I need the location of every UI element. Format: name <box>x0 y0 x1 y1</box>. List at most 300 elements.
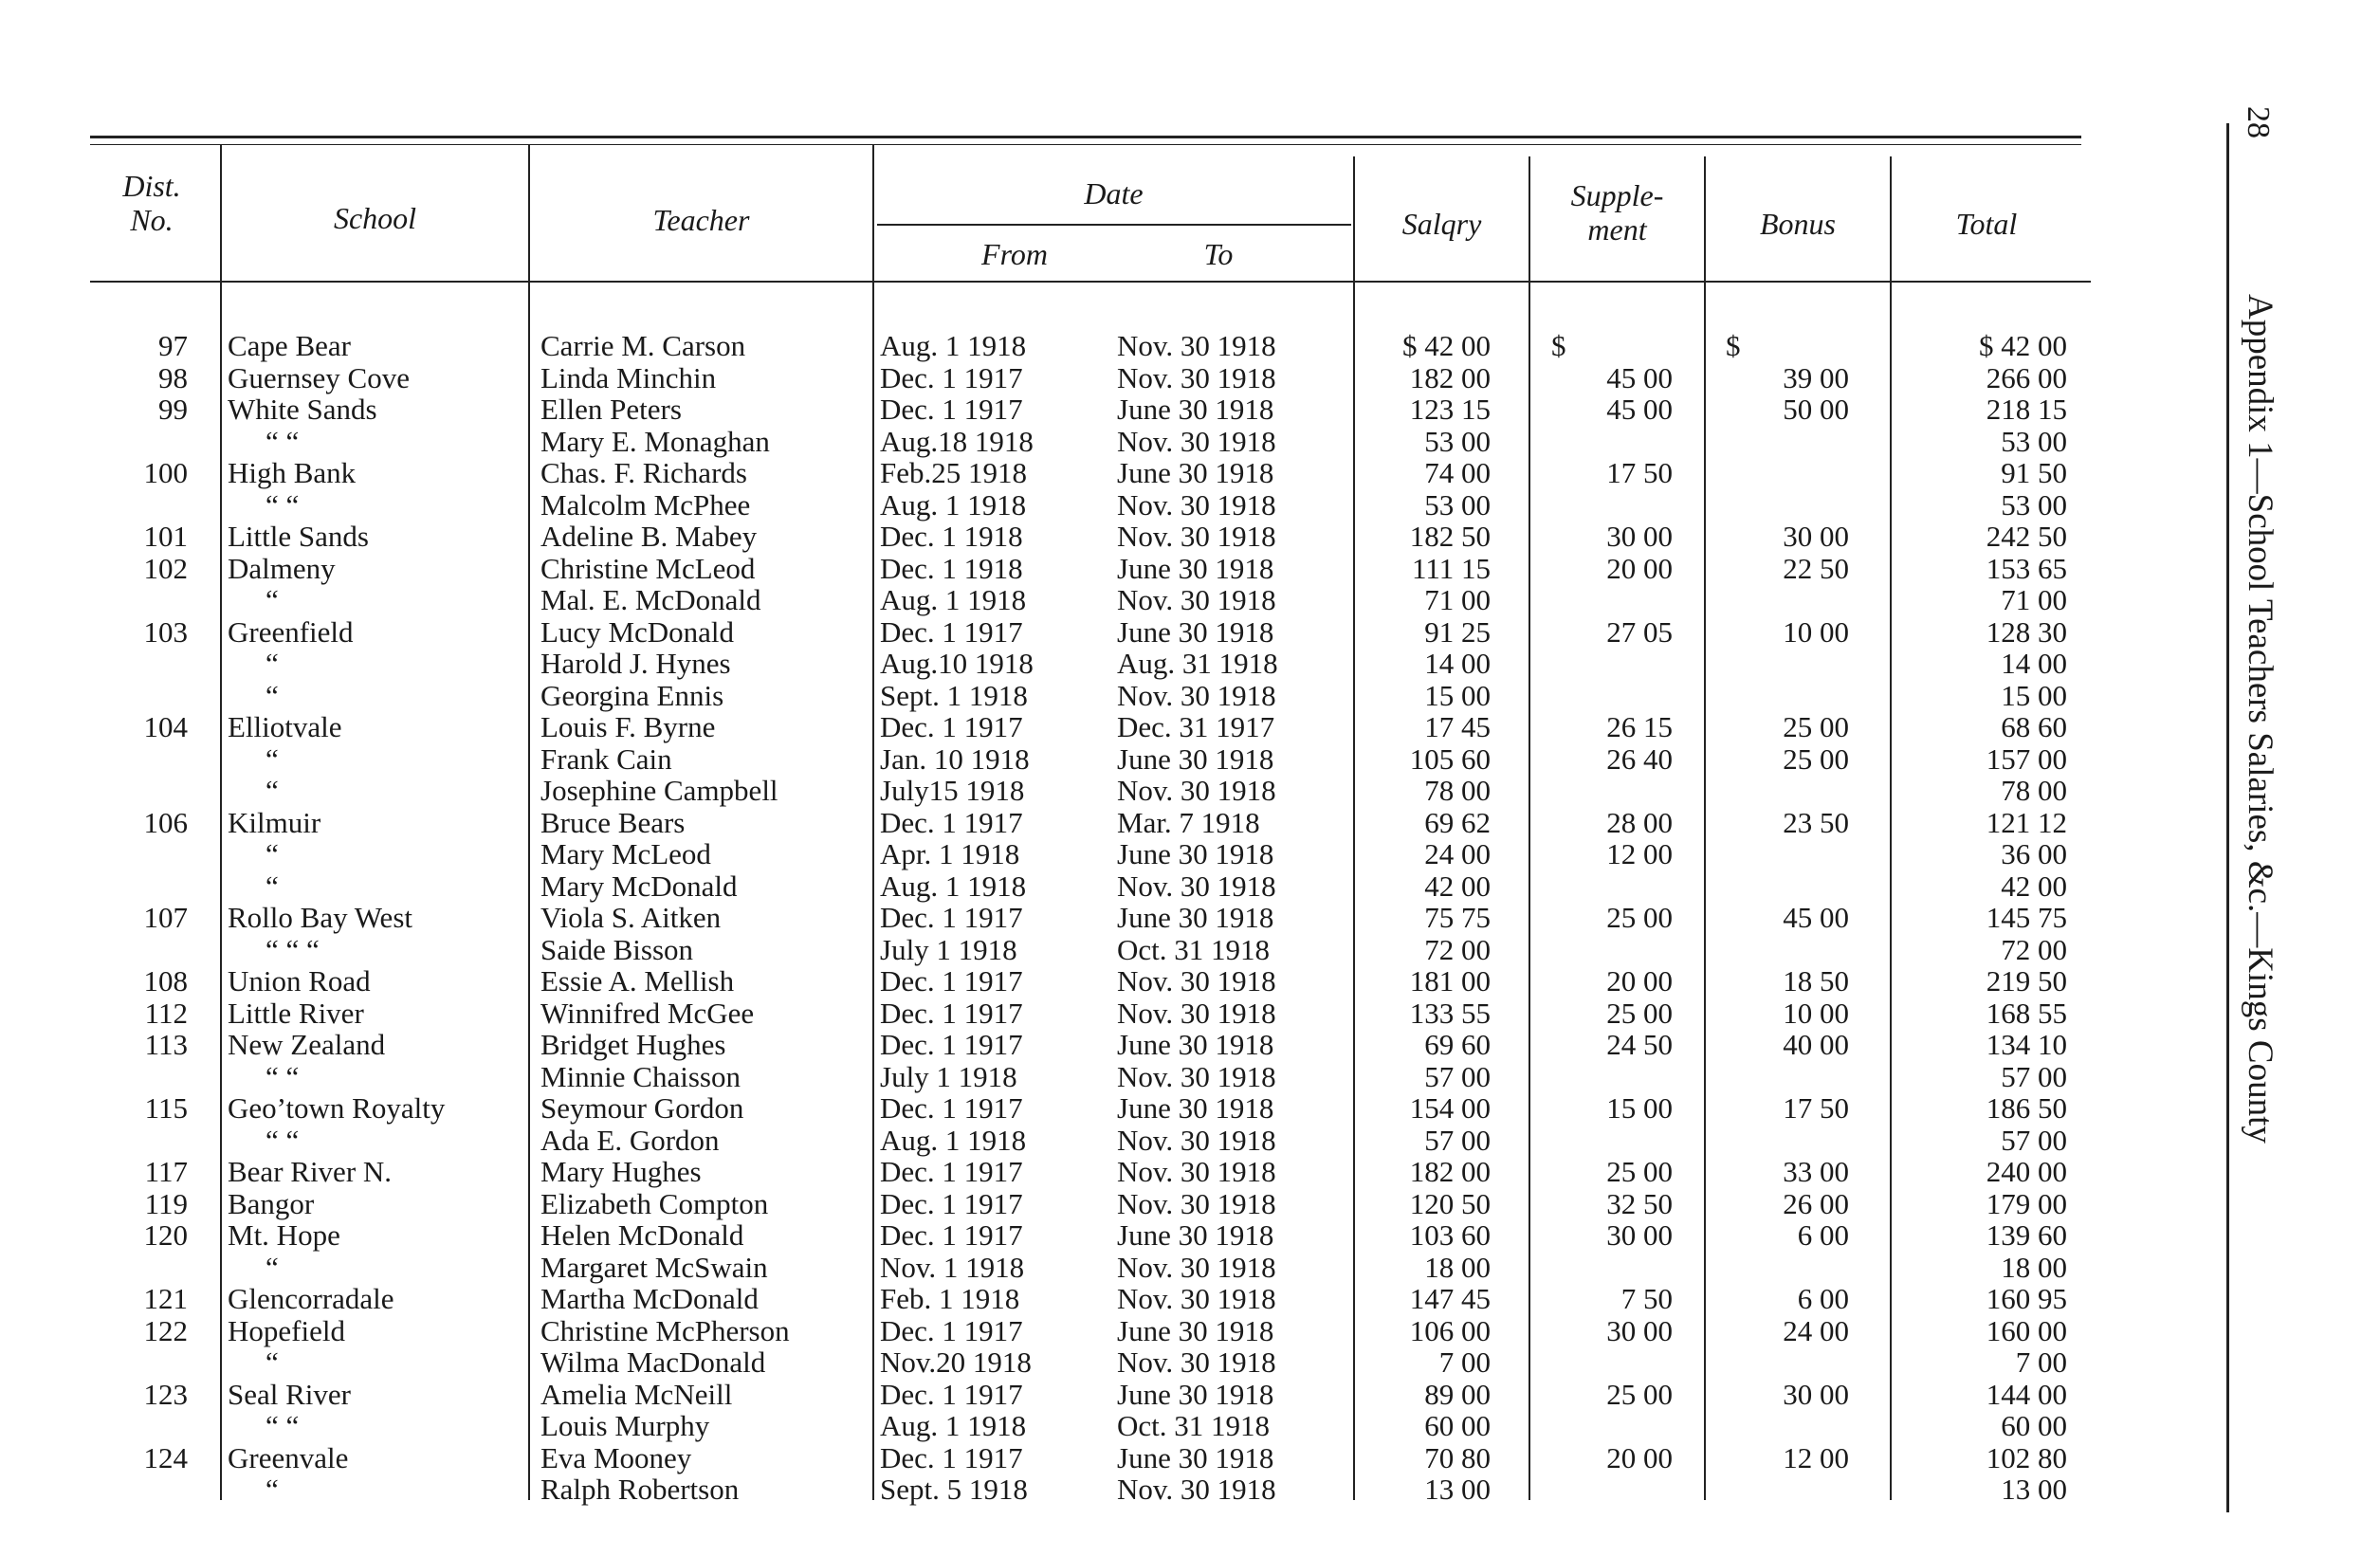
cell-total: 53 00 <box>2001 424 2067 458</box>
cell-to: Nov. 30 1918 <box>1117 1345 1276 1379</box>
cell-supplement: 30 00 <box>1606 1313 1673 1347</box>
cell-to: Nov. 30 1918 <box>1117 329 1276 362</box>
cell-total: 68 60 <box>2001 710 2067 743</box>
cell-from: Aug. 1 1918 <box>880 487 1027 522</box>
cell-salary: 53 00 <box>1424 424 1491 458</box>
cell-school: Geo’town Royalty <box>228 1091 446 1125</box>
cell-salary: 103 60 <box>1409 1218 1491 1252</box>
cell-supplement: 32 50 <box>1606 1186 1673 1220</box>
cell-dist: 97 <box>158 329 188 362</box>
cell-school: Bangor <box>228 1186 315 1220</box>
cell-bonus: 30 00 <box>1783 1377 1849 1411</box>
cell-from: Nov.20 1918 <box>880 1345 1032 1379</box>
cell-bonus: 17 50 <box>1783 1091 1849 1125</box>
cell-total: 128 30 <box>1986 614 2067 649</box>
cell-salary: 154 00 <box>1409 1091 1491 1125</box>
cell-dist: 117 <box>144 1155 188 1188</box>
header-dist-no: Dist. No. <box>122 169 181 237</box>
cell-total: 139 60 <box>1986 1218 2067 1252</box>
cell-to: June 30 1918 <box>1117 1218 1274 1252</box>
cell-supplement: 26 15 <box>1606 710 1673 743</box>
date-subheader-rule <box>877 224 1351 226</box>
cell-from: Dec. 1 1917 <box>880 1440 1023 1474</box>
cell-teacher: Adeline B. Mabey <box>540 520 758 553</box>
col-divider-7 <box>1890 156 1892 1500</box>
cell-supplement: 26 40 <box>1606 741 1673 776</box>
cell-total: 13 00 <box>2001 1473 2067 1506</box>
cell-school: “ <box>265 1345 279 1379</box>
cell-from: July15 1918 <box>880 774 1025 807</box>
cell-dist: 103 <box>143 614 188 649</box>
cell-to: Dec. 31 1917 <box>1117 710 1275 743</box>
cell-salary: 89 00 <box>1424 1377 1491 1411</box>
cell-from: Aug. 1 1918 <box>880 869 1027 903</box>
cell-from: Dec. 1 1917 <box>880 1091 1023 1125</box>
col-divider-1 <box>220 144 222 1500</box>
cell-school: Union Road <box>228 964 371 998</box>
cell-supplement: 25 00 <box>1606 1155 1673 1188</box>
cell-to: June 30 1918 <box>1117 456 1274 489</box>
cell-salary: 15 00 <box>1424 678 1491 712</box>
cell-bonus: $ <box>1726 329 1741 362</box>
cell-supplement: 20 00 <box>1606 551 1673 585</box>
cell-to: Nov. 30 1918 <box>1117 1473 1276 1506</box>
cell-supplement: 20 00 <box>1606 1440 1673 1474</box>
cell-school: Greenvale <box>228 1440 349 1474</box>
cell-school: Little Sands <box>228 520 369 553</box>
cell-teacher: Winnifred McGee <box>540 996 755 1030</box>
cell-salary: 147 45 <box>1409 1282 1491 1315</box>
cell-bonus: 26 00 <box>1783 1186 1849 1220</box>
cell-from: Sept. 5 1918 <box>880 1473 1028 1506</box>
cell-salary: $ 42 00 <box>1402 329 1491 362</box>
col-divider-5 <box>1529 156 1530 1500</box>
col-divider-2 <box>528 144 530 1500</box>
cell-teacher: Georgina Ennis <box>540 678 724 712</box>
cell-teacher: Malcolm McPhee <box>540 487 751 522</box>
cell-total: 72 00 <box>2001 932 2067 966</box>
cell-bonus: 39 00 <box>1783 360 1849 394</box>
header-date: Date <box>1084 176 1144 211</box>
cell-to: Nov. 30 1918 <box>1117 964 1276 998</box>
header-salary: Salqry <box>1401 207 1482 241</box>
cell-salary: 111 15 <box>1412 551 1491 585</box>
cell-from: Dec. 1 1917 <box>880 1186 1023 1220</box>
cell-dist: 104 <box>143 710 188 743</box>
cell-supplement: 20 00 <box>1606 964 1673 998</box>
cell-salary: 42 00 <box>1424 869 1491 903</box>
cell-salary: 53 00 <box>1424 487 1491 522</box>
cell-from: Apr. 1 1918 <box>880 837 1020 870</box>
side-title: Appendix 1—School Teachers Salaries, &c.—Kings County <box>2241 294 2279 1144</box>
cell-from: Aug.18 1918 <box>880 424 1034 458</box>
cell-teacher: Amelia McNeill <box>540 1377 733 1411</box>
cell-to: June 30 1918 <box>1117 1091 1274 1125</box>
cell-from: Dec. 1 1917 <box>880 1028 1023 1061</box>
cell-salary: 18 00 <box>1424 1250 1491 1284</box>
cell-total: 186 50 <box>1986 1091 2067 1125</box>
cell-total: 53 00 <box>2001 487 2067 522</box>
cell-school: “ <box>265 1473 279 1506</box>
cell-from: Dec. 1 1917 <box>880 901 1023 934</box>
cell-teacher: Ralph Robertson <box>540 1473 740 1506</box>
cell-supplement: 27 05 <box>1606 614 1673 649</box>
cell-to: Nov. 30 1918 <box>1117 424 1276 458</box>
cell-school: Seal River <box>228 1377 351 1411</box>
cell-from: Jan. 10 1918 <box>880 741 1030 776</box>
cell-supplement: 45 00 <box>1606 393 1673 426</box>
cell-to: Nov. 30 1918 <box>1117 1059 1276 1093</box>
cell-teacher: Mal. E. McDonald <box>540 583 761 616</box>
header-teacher: Teacher <box>652 203 750 237</box>
cell-from: Aug. 1 1918 <box>880 1123 1027 1157</box>
cell-supplement: 24 50 <box>1606 1028 1673 1061</box>
cell-salary: 181 00 <box>1409 964 1491 998</box>
cell-school: Dalmeny <box>228 551 336 585</box>
cell-total: 42 00 <box>2001 869 2067 903</box>
cell-bonus: 50 00 <box>1783 393 1849 426</box>
cell-from: Dec. 1 1917 <box>880 1155 1023 1188</box>
cell-to: June 30 1918 <box>1117 1377 1274 1411</box>
cell-teacher: Mary E. Monaghan <box>540 424 770 458</box>
cell-salary: 74 00 <box>1424 456 1491 489</box>
cell-salary: 57 00 <box>1424 1123 1491 1157</box>
header-bottom-rule <box>90 281 2091 283</box>
cell-total: 60 00 <box>2001 1409 2067 1442</box>
cell-school: “ “ <box>265 1409 300 1442</box>
cell-to: Nov. 30 1918 <box>1117 583 1276 616</box>
cell-school: New Zealand <box>228 1028 386 1061</box>
cell-total: 71 00 <box>2001 583 2067 616</box>
cell-school: Bear River N. <box>228 1155 393 1188</box>
cell-bonus: 12 00 <box>1783 1440 1849 1474</box>
cell-to: June 30 1918 <box>1117 393 1274 426</box>
col-divider-4 <box>1353 156 1355 1500</box>
cell-salary: 182 50 <box>1409 520 1491 553</box>
cell-teacher: Viola S. Aitken <box>540 901 722 934</box>
cell-from: Feb.25 1918 <box>880 456 1027 489</box>
col-divider-6 <box>1704 156 1706 1500</box>
cell-teacher: Ellen Peters <box>540 393 682 426</box>
cell-dist: 99 <box>158 393 188 426</box>
cell-teacher: Bridget Hughes <box>540 1028 726 1061</box>
cell-total: 266 00 <box>1986 360 2067 394</box>
cell-to: June 30 1918 <box>1117 1028 1274 1061</box>
cell-total: 179 00 <box>1986 1186 2067 1220</box>
cell-teacher: Josephine Campbell <box>540 774 778 807</box>
cell-dist: 113 <box>144 1028 188 1061</box>
cell-to: Nov. 30 1918 <box>1117 1155 1276 1188</box>
cell-total: 218 15 <box>1986 393 2067 426</box>
cell-from: Dec. 1 1917 <box>880 393 1023 426</box>
cell-from: July 1 1918 <box>880 1059 1017 1093</box>
cell-teacher: Christine McLeod <box>540 551 756 585</box>
cell-bonus: 45 00 <box>1783 901 1849 934</box>
cell-supplement: 25 00 <box>1606 901 1673 934</box>
cell-supplement: 7 50 <box>1620 1282 1673 1315</box>
cell-to: June 30 1918 <box>1117 551 1274 585</box>
cell-teacher: Harold J. Hynes <box>540 647 731 680</box>
cell-to: Nov. 30 1918 <box>1117 1250 1276 1284</box>
cell-salary: 106 00 <box>1409 1313 1491 1347</box>
cell-to: June 30 1918 <box>1117 741 1274 776</box>
cell-bonus: 6 00 <box>1797 1282 1849 1315</box>
cell-total: 18 00 <box>2001 1250 2067 1284</box>
cell-school: Little River <box>228 996 364 1030</box>
col-divider-3 <box>872 144 874 1500</box>
cell-total: 102 80 <box>1986 1440 2067 1474</box>
cell-teacher: Mary Hughes <box>540 1155 702 1188</box>
cell-supplement: $ <box>1551 329 1566 362</box>
cell-dist: 119 <box>144 1186 188 1220</box>
cell-school: “ <box>265 869 279 903</box>
cell-salary: 57 00 <box>1424 1059 1491 1093</box>
cell-teacher: Ada E. Gordon <box>540 1123 720 1157</box>
cell-school: Mt. Hope <box>228 1218 340 1252</box>
cell-supplement: 25 00 <box>1606 1377 1673 1411</box>
cell-salary: 7 00 <box>1438 1345 1491 1379</box>
cell-teacher: Elizabeth Compton <box>540 1186 769 1220</box>
cell-from: Aug.10 1918 <box>880 647 1034 680</box>
cell-dist: 115 <box>144 1091 188 1125</box>
header-from: From <box>981 237 1048 271</box>
cell-to: Nov. 30 1918 <box>1117 1186 1276 1220</box>
cell-teacher: Wilma MacDonald <box>540 1345 766 1379</box>
cell-salary: 70 80 <box>1424 1440 1491 1474</box>
cell-salary: 182 00 <box>1409 1155 1491 1188</box>
cell-from: Dec. 1 1918 <box>880 551 1023 585</box>
cell-salary: 69 62 <box>1424 805 1491 839</box>
cell-teacher: Helen McDonald <box>540 1218 744 1252</box>
cell-from: Dec. 1 1917 <box>880 1313 1023 1347</box>
cell-total: 219 50 <box>1986 964 2067 998</box>
cell-school: Kilmuir <box>228 805 321 839</box>
cell-to: June 30 1918 <box>1117 1440 1274 1474</box>
cell-teacher: Essie A. Mellish <box>540 964 735 998</box>
cell-school: Greenfield <box>228 614 354 649</box>
cell-total: 121 12 <box>1986 805 2067 839</box>
header-supplement: Supple- ment <box>1570 178 1664 247</box>
cell-teacher: Carrie M. Carson <box>540 329 746 362</box>
cell-dist: 102 <box>143 551 188 585</box>
header-bonus: Bonus <box>1760 207 1836 241</box>
cell-school: Hopefield <box>228 1313 345 1347</box>
cell-bonus: 30 00 <box>1783 520 1849 553</box>
cell-salary: 13 00 <box>1424 1473 1491 1506</box>
cell-dist: 124 <box>143 1440 188 1474</box>
cell-bonus: 10 00 <box>1783 996 1849 1030</box>
top-rule-thin <box>90 144 2081 145</box>
cell-teacher: Seymour Gordon <box>540 1091 744 1125</box>
cell-bonus: 24 00 <box>1783 1313 1849 1347</box>
cell-dist: 121 <box>143 1282 188 1315</box>
cell-supplement: 25 00 <box>1606 996 1673 1030</box>
cell-school: Glencorradale <box>228 1282 394 1315</box>
cell-from: Aug. 1 1918 <box>880 329 1027 362</box>
cell-dist: 106 <box>143 805 188 839</box>
cell-school: Elliotvale <box>228 710 342 743</box>
cell-total: 7 00 <box>2015 1345 2067 1379</box>
cell-teacher: Martha McDonald <box>540 1282 759 1315</box>
cell-salary: 91 25 <box>1424 614 1491 649</box>
cell-salary: 75 75 <box>1424 901 1491 934</box>
cell-to: June 30 1918 <box>1117 901 1274 934</box>
cell-school: “ <box>265 774 279 807</box>
cell-to: Mar. 7 1918 <box>1117 805 1260 839</box>
cell-to: Oct. 31 1918 <box>1117 1409 1271 1442</box>
cell-salary: 14 00 <box>1424 647 1491 680</box>
cell-dist: 100 <box>143 456 188 489</box>
cell-bonus: 22 50 <box>1783 551 1849 585</box>
cell-teacher: Mary McDonald <box>540 869 738 903</box>
cell-dist: 120 <box>143 1218 188 1252</box>
cell-teacher: Margaret McSwain <box>540 1250 768 1284</box>
cell-teacher: Bruce Bears <box>540 805 686 839</box>
side-rule <box>2226 123 2229 1512</box>
cell-from: Dec. 1 1917 <box>880 964 1023 998</box>
cell-total: 157 00 <box>1986 741 2067 776</box>
cell-total: 14 00 <box>2001 647 2067 680</box>
top-rule <box>90 136 2081 138</box>
cell-to: June 30 1918 <box>1117 1313 1274 1347</box>
cell-from: Dec. 1 1918 <box>880 520 1023 553</box>
cell-school: “ <box>265 1250 279 1284</box>
cell-from: Aug. 1 1918 <box>880 1409 1027 1442</box>
cell-dist: 107 <box>143 901 188 934</box>
cell-supplement: 30 00 <box>1606 520 1673 553</box>
cell-school: “ <box>265 837 279 870</box>
cell-to: Nov. 30 1918 <box>1117 360 1276 394</box>
cell-total: $ 42 00 <box>1979 329 2067 362</box>
cell-to: Nov. 30 1918 <box>1117 1123 1276 1157</box>
page-number: 28 <box>2241 106 2276 138</box>
cell-total: 160 00 <box>1986 1313 2067 1347</box>
cell-teacher: Christine McPherson <box>540 1313 790 1347</box>
cell-salary: 182 00 <box>1409 360 1491 394</box>
cell-bonus: 25 00 <box>1783 741 1849 776</box>
cell-to: Nov. 30 1918 <box>1117 869 1276 903</box>
cell-school: “ <box>265 583 279 616</box>
cell-from: Dec. 1 1917 <box>880 614 1023 649</box>
cell-teacher: Eva Mooney <box>540 1440 692 1474</box>
cell-total: 144 00 <box>1986 1377 2067 1411</box>
cell-total: 160 95 <box>1986 1282 2067 1315</box>
cell-school: Rollo Bay West <box>228 901 412 934</box>
cell-total: 134 10 <box>1986 1028 2067 1061</box>
cell-to: Aug. 31 1918 <box>1117 647 1278 680</box>
cell-total: 145 75 <box>1986 901 2067 934</box>
cell-salary: 24 00 <box>1424 837 1491 870</box>
cell-school: “ <box>265 741 279 776</box>
cell-salary: 71 00 <box>1424 583 1491 616</box>
header-to: To <box>1203 237 1234 271</box>
cell-school: “ “ <box>265 1059 300 1093</box>
cell-total: 78 00 <box>2001 774 2067 807</box>
cell-school: “ “ <box>265 424 300 458</box>
cell-total: 153 65 <box>1986 551 2067 585</box>
cell-from: July 1 1918 <box>880 932 1017 966</box>
cell-total: 240 00 <box>1986 1155 2067 1188</box>
header-total: Total <box>1955 207 2018 241</box>
cell-school: Guernsey Cove <box>228 360 410 394</box>
cell-teacher: Minnie Chaisson <box>540 1059 741 1093</box>
cell-salary: 105 60 <box>1409 741 1491 776</box>
cell-teacher: Saide Bisson <box>540 932 694 966</box>
cell-bonus: 6 00 <box>1797 1218 1849 1252</box>
cell-bonus: 23 50 <box>1783 805 1849 839</box>
cell-to: June 30 1918 <box>1117 614 1274 649</box>
cell-school: “ <box>265 647 279 680</box>
cell-from: Aug. 1 1918 <box>880 583 1027 616</box>
cell-from: Dec. 1 1917 <box>880 1377 1023 1411</box>
cell-to: Nov. 30 1918 <box>1117 1282 1276 1315</box>
cell-teacher: Louis F. Byrne <box>540 710 716 743</box>
cell-salary: 69 60 <box>1424 1028 1491 1061</box>
cell-school: “ <box>265 678 279 712</box>
cell-school: High Bank <box>228 456 357 489</box>
cell-from: Dec. 1 1917 <box>880 805 1023 839</box>
cell-total: 36 00 <box>2001 837 2067 870</box>
cell-supplement: 28 00 <box>1606 805 1673 839</box>
cell-from: Sept. 1 1918 <box>880 678 1028 712</box>
cell-supplement: 12 00 <box>1606 837 1673 870</box>
cell-from: Nov. 1 1918 <box>880 1250 1025 1284</box>
cell-school: “ “ “ <box>265 932 320 966</box>
cell-to: Nov. 30 1918 <box>1117 487 1276 522</box>
cell-total: 15 00 <box>2001 678 2067 712</box>
cell-to: Nov. 30 1918 <box>1117 520 1276 553</box>
cell-supplement: 45 00 <box>1606 360 1673 394</box>
cell-salary: 17 45 <box>1424 710 1491 743</box>
cell-bonus: 10 00 <box>1783 614 1849 649</box>
header-school: School <box>333 201 417 235</box>
cell-bonus: 18 50 <box>1783 964 1849 998</box>
cell-total: 242 50 <box>1986 520 2067 553</box>
cell-from: Feb. 1 1918 <box>880 1282 1020 1315</box>
cell-total: 168 55 <box>1986 996 2067 1030</box>
cell-from: Dec. 1 1917 <box>880 1218 1023 1252</box>
cell-school: Cape Bear <box>228 329 351 362</box>
cell-total: 57 00 <box>2001 1123 2067 1157</box>
cell-total: 91 50 <box>2001 456 2067 489</box>
cell-bonus: 25 00 <box>1783 710 1849 743</box>
cell-salary: 72 00 <box>1424 932 1491 966</box>
cell-teacher: Louis Murphy <box>540 1409 710 1442</box>
cell-supplement: 30 00 <box>1606 1218 1673 1252</box>
cell-to: June 30 1918 <box>1117 837 1274 870</box>
cell-teacher: Mary McLeod <box>540 837 711 870</box>
cell-from: Dec. 1 1917 <box>880 360 1023 394</box>
cell-dist: 123 <box>143 1377 188 1411</box>
cell-teacher: Chas. F. Richards <box>540 456 747 489</box>
cell-teacher: Lucy McDonald <box>540 614 735 649</box>
cell-bonus: 33 00 <box>1783 1155 1849 1188</box>
cell-school: White Sands <box>228 393 377 426</box>
cell-bonus: 40 00 <box>1783 1028 1849 1061</box>
cell-school: “ “ <box>265 1123 300 1157</box>
cell-salary: 120 50 <box>1409 1186 1491 1220</box>
cell-salary: 78 00 <box>1424 774 1491 807</box>
cell-from: Dec. 1 1917 <box>880 710 1023 743</box>
cell-salary: 133 55 <box>1409 996 1491 1030</box>
cell-to: Nov. 30 1918 <box>1117 996 1276 1030</box>
cell-total: 57 00 <box>2001 1059 2067 1093</box>
cell-from: Dec. 1 1917 <box>880 996 1023 1030</box>
cell-salary: 123 15 <box>1409 393 1491 426</box>
cell-salary: 60 00 <box>1424 1409 1491 1442</box>
cell-to: Nov. 30 1918 <box>1117 774 1276 807</box>
cell-supplement: 15 00 <box>1606 1091 1673 1125</box>
